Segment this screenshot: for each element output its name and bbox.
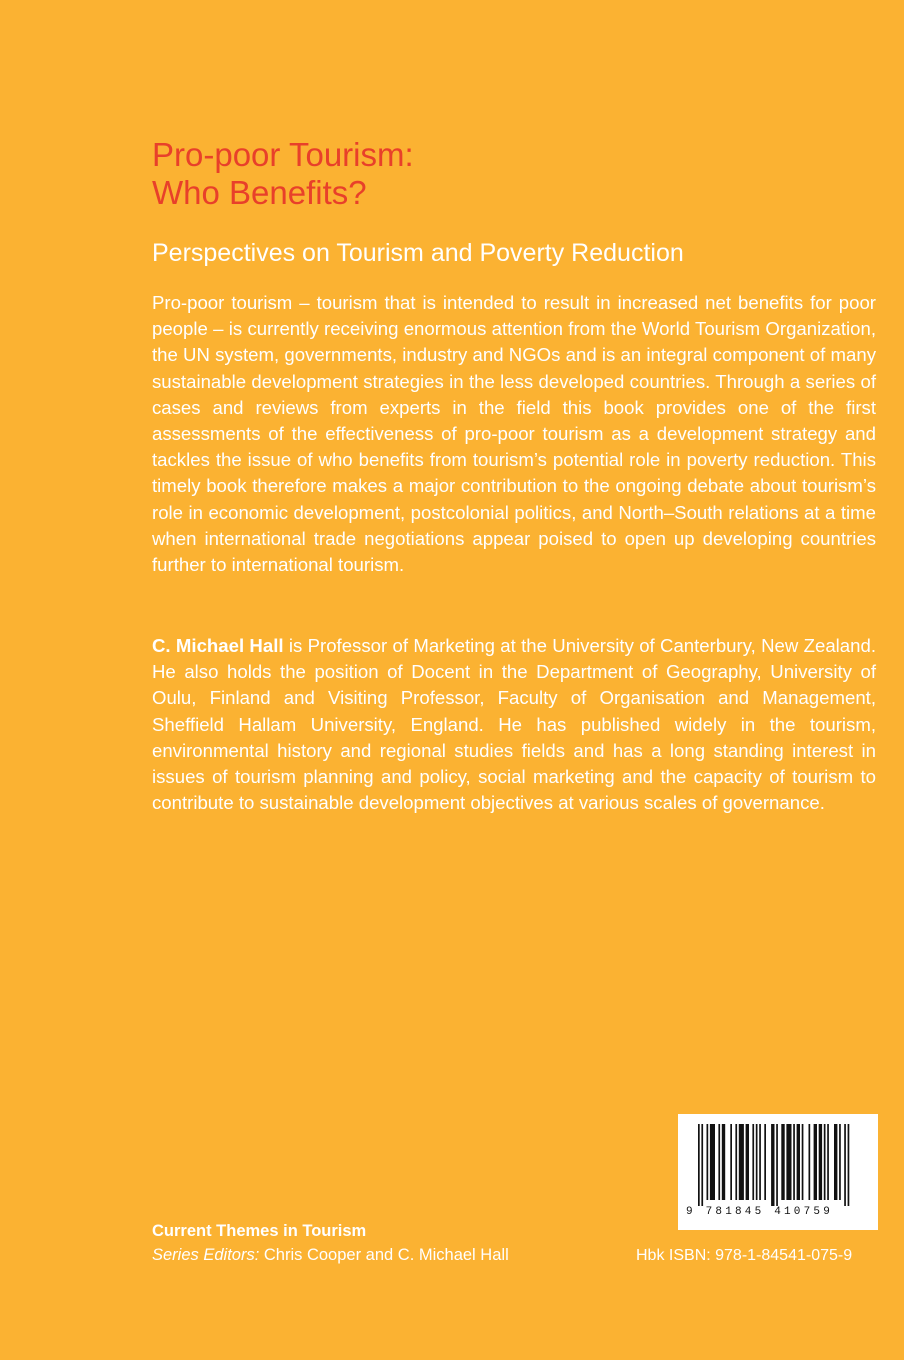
series-editors-label: Series Editors:	[152, 1246, 260, 1264]
isbn-label: Hbk ISBN: 978-1-84541-075-9	[636, 1247, 853, 1264]
author-name: C. Michael Hall	[152, 635, 284, 656]
series-name: Current Themes in Tourism	[152, 1222, 367, 1240]
barcode-bar	[739, 1124, 744, 1200]
barcode-bar	[701, 1124, 703, 1206]
barcode-bar	[771, 1124, 774, 1206]
barcode-bar	[786, 1124, 791, 1200]
barcode-bar	[827, 1124, 829, 1200]
series-editors-names: Chris Cooper and C. Michael Hall	[259, 1246, 509, 1264]
barcode-bar	[756, 1124, 758, 1200]
barcode-bar	[814, 1124, 817, 1200]
series-info	[152, 1220, 622, 1268]
barcode-bar	[776, 1124, 778, 1206]
barcode-bar	[809, 1124, 811, 1200]
barcode-bar	[824, 1124, 826, 1200]
barcode-bar	[718, 1124, 720, 1200]
barcode-bar	[710, 1124, 715, 1200]
barcode-bar	[722, 1124, 725, 1200]
barcode-bar	[819, 1124, 822, 1200]
barcode-bar	[698, 1124, 700, 1206]
barcode-bar	[764, 1124, 766, 1200]
book-subtitle: Perspectives on Tourism and Poverty Reduction	[152, 239, 684, 267]
barcode-bar	[848, 1124, 850, 1206]
barcode-digits: 9 781845 410759	[686, 1206, 834, 1218]
barcode-bar	[844, 1124, 846, 1206]
barcode-bar	[839, 1124, 841, 1200]
book-title-line1: Pro-poor Tourism:	[152, 136, 414, 173]
barcode-bars	[698, 1124, 858, 1206]
barcode-bar	[735, 1124, 737, 1200]
book-title	[152, 136, 802, 212]
barcode-bar	[746, 1124, 749, 1200]
description-paragraph: Pro-poor tourism – tourism that is intended to result in increased net benefits for poor people – is currently receiving enormous attention from the World Tourism Organization, the UN system, governments, industry and NGOs and is an integral component of many sustainable development strategies in the less developed countries. Through a series of cases and reviews from experts in the field this book provides one of the first assessments of the effectiveness of pro-poor tourism as a development strategy and tackles the issue of who benefits from tourism’s potential role in poverty reduction. This timely book therefore makes a major contribution to the ongoing debate about tourism’s role in economic development, postcolonial politics, and North–South relations at a time when international trade negotiations appear poised to open up developing countries further to international tourism.	[152, 292, 876, 576]
barcode-bar	[797, 1124, 800, 1200]
author-bio-paragraph	[152, 633, 876, 816]
series-editors	[152, 1242, 622, 1268]
barcode-bar	[759, 1124, 761, 1200]
barcode-bar	[781, 1124, 784, 1200]
barcode-bar	[802, 1124, 804, 1200]
barcode-bar	[707, 1124, 709, 1200]
barcode-bar	[793, 1124, 795, 1200]
barcode-bar	[730, 1124, 732, 1200]
author-bio-text: is Professor of Marketing at the University of Canterbury, New Zealand. He also holds the position of Docent in the Department of Geography, University of Oulu, Finland and Visiting Professor, Faculty of Organisation and Management, Sheffield Hallam University, England. He has published widely in the tourism, environmental history and regional studies fields and has a long standing interest in issues of tourism planning and policy, social marketing and the capacity of tourism to contribute to sustainable development objectives at various scales of governance.	[152, 635, 876, 814]
barcode	[678, 1114, 878, 1230]
book-title-line2: Who Benefits?	[152, 174, 367, 211]
barcode-bar	[752, 1124, 754, 1200]
barcode-bar	[834, 1124, 837, 1200]
